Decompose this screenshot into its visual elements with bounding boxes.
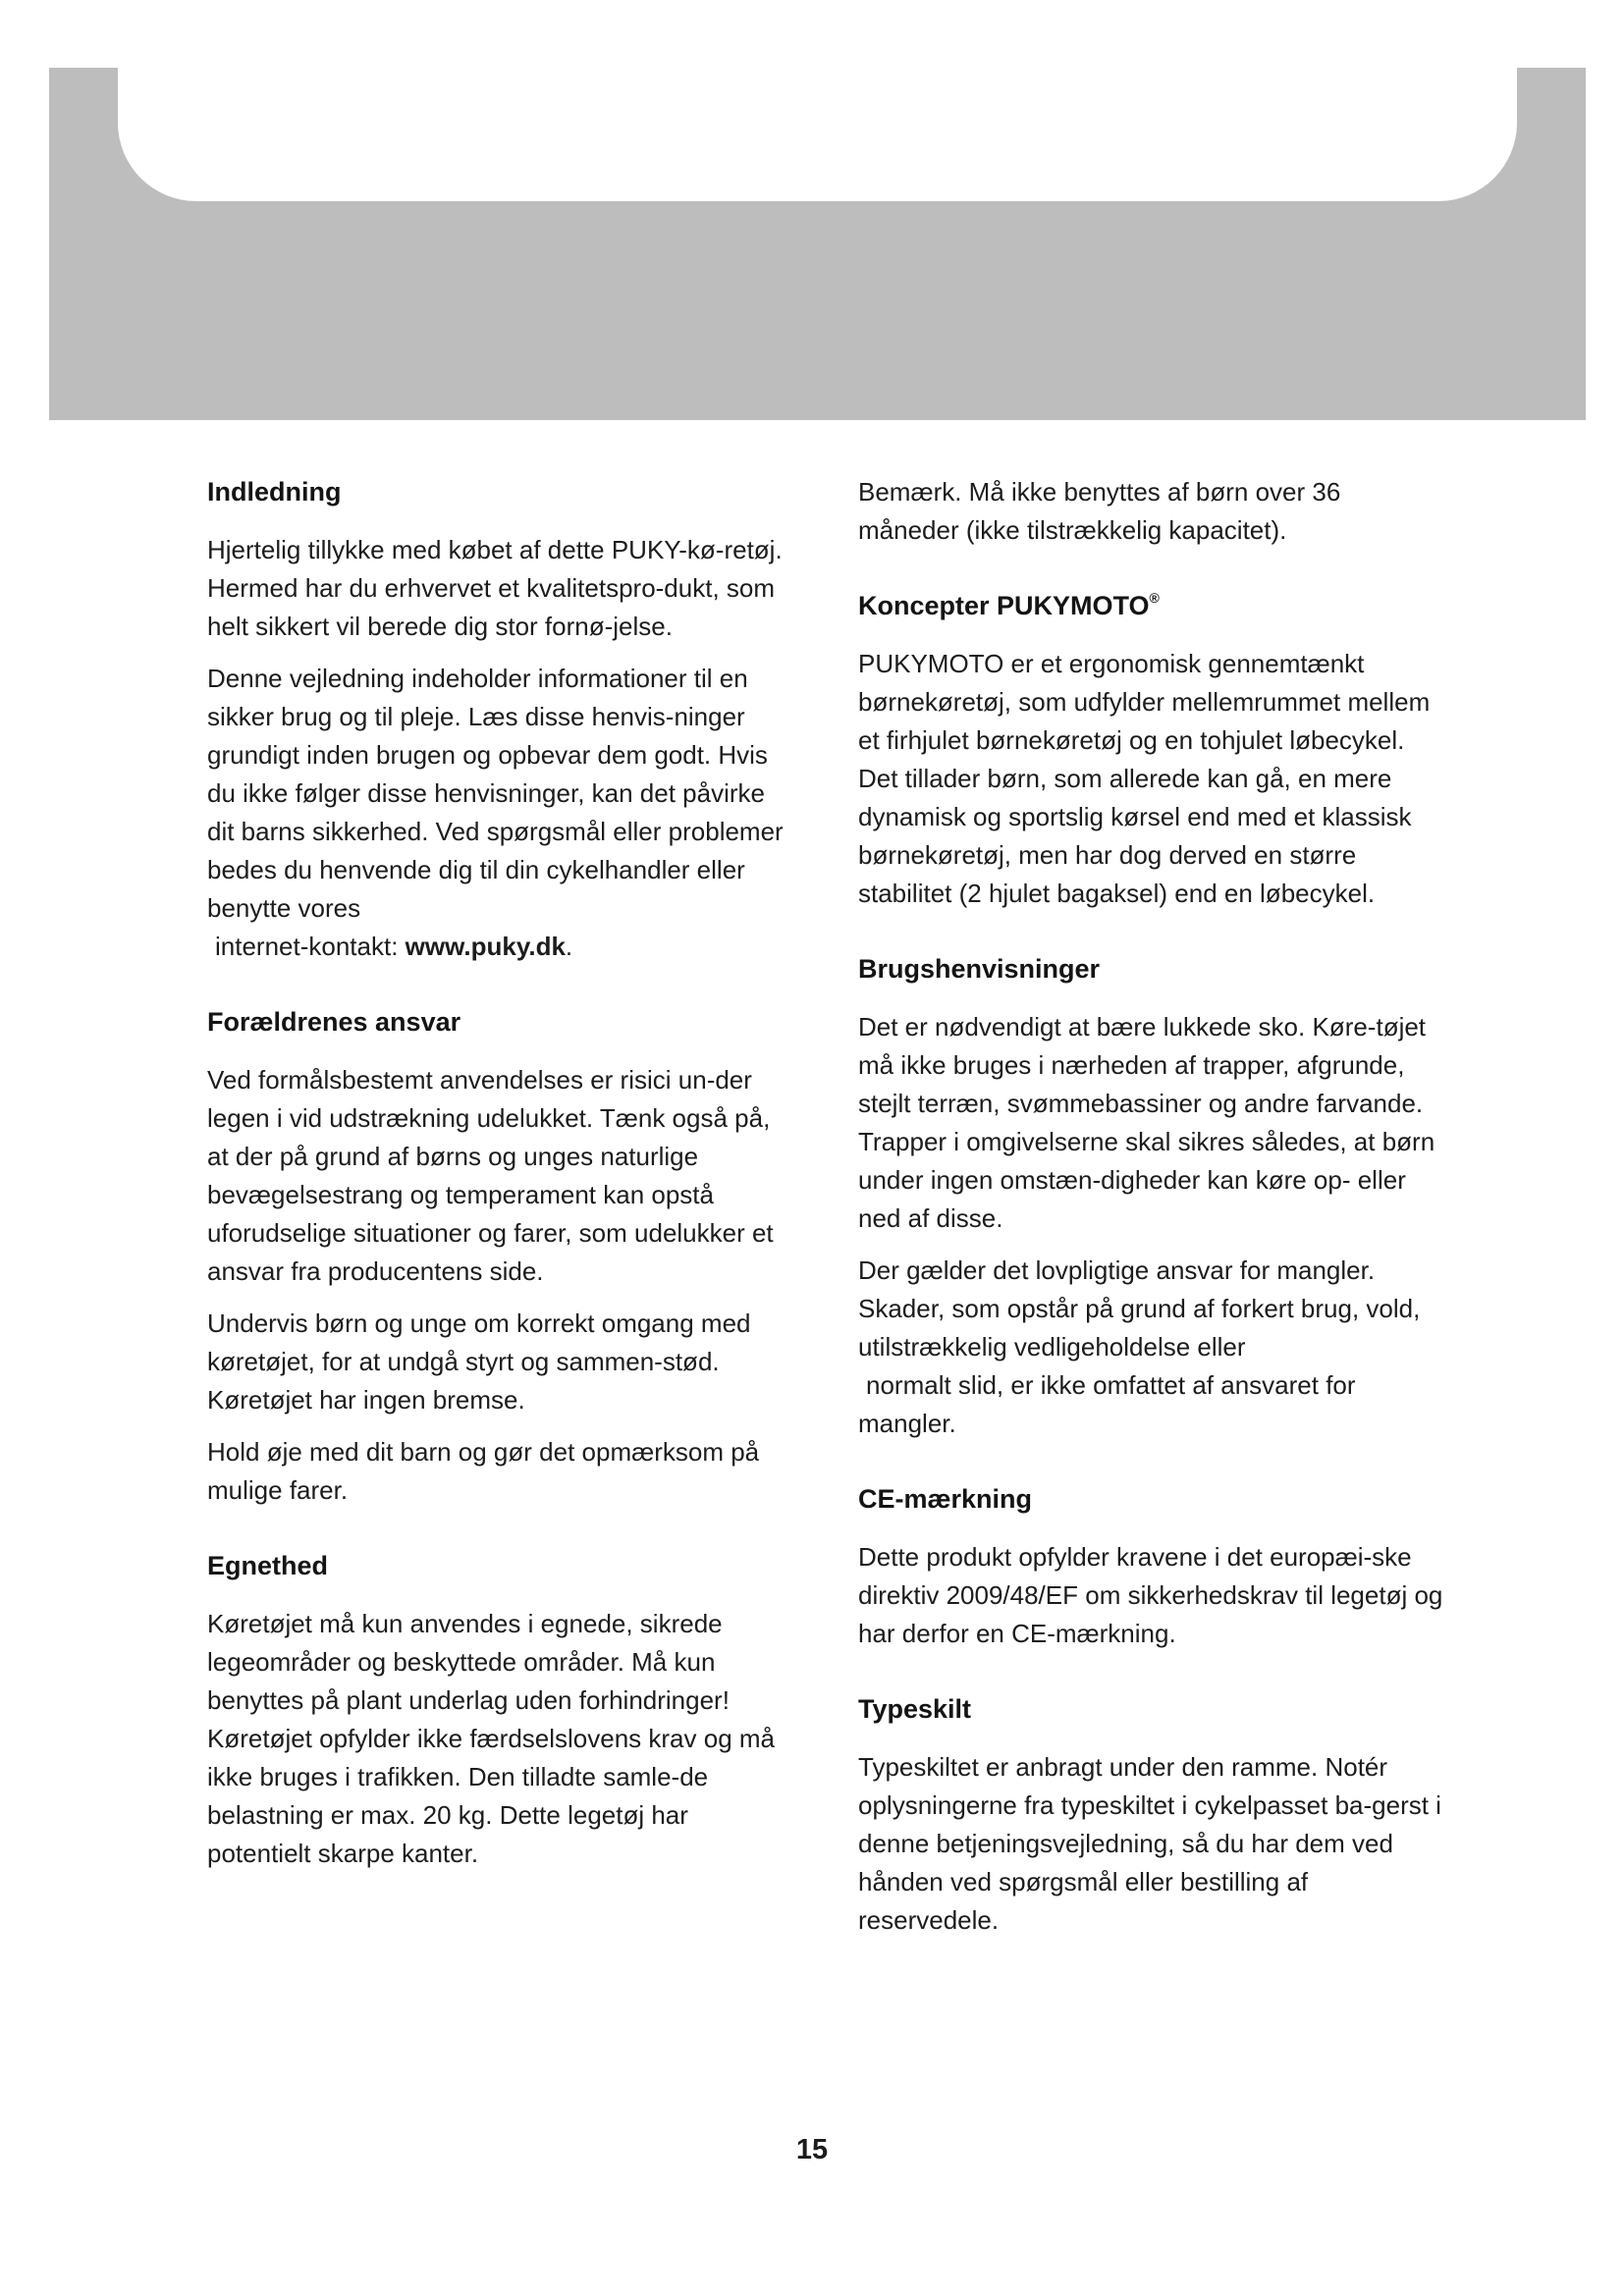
- section-concept: [858, 587, 1447, 913]
- header-banner: [49, 68, 1586, 420]
- intro-paragraph-1: Hjertelig tillykke med købet af dette PUKY-kø-retøj. Hermed har du erhvervet et kvalitetspro-dukt, som helt sikkert vil berede dig stor fornø-jelse.: [207, 535, 783, 641]
- parents-paragraph-1: Ved formålsbestemt anvendelses er risici un-der legen i vid udstrækning udelukket. Tænk også på, at der på grund af børns og unges naturlige bevægelsestrang og temperament kan opstå uforudselige situationer og farer, som udelukker et ansvar fra producentens side.: [207, 1065, 774, 1286]
- registered-mark: ®: [1149, 590, 1160, 606]
- parents-paragraph-3: Hold øje med dit barn og gør det opmærksom på mulige farer.: [207, 1437, 760, 1505]
- contact-prefix: internet-kontakt:: [215, 932, 399, 961]
- typeplate-paragraph-1: Typeskiltet er anbragt under den ramme. Notér oplysningerne fra typeskiltet i cykelpasset ba-gerst i denne betjeningsvejledning, så du har dem ved hånden ved spørgsmål eller bestilling af reservedele.: [858, 1752, 1441, 1935]
- heading-suitability: Egnethed: [207, 1551, 329, 1580]
- intro-paragraph-2-text: Denne vejledning indeholder informationer til en sikker brug og til pleje. Læs disse henvis-ninger grundigt inden brugen og opbevar dem godt. Hvis du ikke følger disse henvisninger, kan det påvirke dit barns sikkerhed. Ved spørgsmål eller problemer bedes du henvende dig til din cykelhandler eller benytte vores: [207, 664, 784, 923]
- section-intro: [207, 473, 786, 966]
- heading-ce: CE-mærkning: [858, 1484, 1033, 1514]
- usage-paragraph-2: [858, 1252, 1447, 1443]
- usage-paragraph-1: Det er nødvendigt at bære lukkede sko. Køre-tøjet må ikke bruges i nærheden af trapper, afgrunde, stejlt terræn, svømmebassiner og andre farvande. Trapper i omgivelserne skal sikres således, at børn under ingen omstæn-digheder kan køre op- eller ned af disse.: [858, 1012, 1435, 1233]
- heading-concept-text: Koncepter PUKYMOTO: [858, 591, 1150, 620]
- section-parents: [207, 1003, 786, 1510]
- heading-typeplate: Typeskilt: [858, 1694, 972, 1724]
- usage-paragraph-2-text: Der gælder det lovpligtige ansvar for mangler. Skader, som opstår på grund af forkert brug, vold, utilstrækkelig vedligeholdelse eller: [858, 1255, 1421, 1362]
- intro-paragraph-2: [207, 660, 786, 966]
- heading-intro: Indledning: [207, 477, 342, 507]
- contact-period: .: [565, 932, 573, 961]
- section-ce: [858, 1480, 1447, 1653]
- heading-parents: Forældrenes ansvar: [207, 1007, 461, 1037]
- page-number: 15: [795, 2134, 829, 2165]
- age-note: Bemærk. Må ikke benyttes af børn over 36 måneder (ikke tilstrækkelig kapacitet).: [858, 477, 1341, 545]
- section-usage: [858, 950, 1447, 1443]
- section-note: [858, 473, 1447, 550]
- website-link[interactable]: www.puky.dk: [405, 932, 566, 961]
- parents-paragraph-2: Undervis børn og unge om korrekt omgang med køretøjet, for at undgå styrt og sammen-stød. Køretøjet har ingen bremse.: [207, 1308, 751, 1415]
- section-suitability: [207, 1547, 786, 1873]
- concept-paragraph-1: PUKYMOTO er et ergonomisk gennemtænkt børnekøretøj, som udfylder mellemrummet mellem et firhjulet børnekøretøj og en tohjulet løbecykel. Det tillader børn, som allerede kan gå, en mere dynamisk og sportslig kørsel end med et klassisk børnekøretøj, men har dog derved en større stabilitet (2 hjulet bagaksel) end en løbecykel.: [858, 649, 1431, 908]
- usage-paragraph-2-tail: normalt slid, er ikke omfattet af ansvaret for mangler.: [858, 1370, 1356, 1438]
- ce-paragraph-1: Dette produkt opfylder kravene i det europæi-ske direktiv 2009/48/EF om sikkerhedskrav til legetøj og har derfor en CE-mærkning.: [858, 1542, 1443, 1648]
- heading-usage: Brugshenvisninger: [858, 954, 1101, 984]
- suitability-paragraph-1: Køretøjet må kun anvendes i egnede, sikrede legeområder og beskyttede områder. Må kun benyttes på plant underlag uden forhindringer! Køretøjet opfylder ikke færdselslovens krav og må ikke bruges i trafikken. Den tilladte samle-de belastning er max. 20 kg. Dette legetøj har potentielt skarpe kanter.: [207, 1609, 775, 1868]
- left-column: [207, 473, 786, 1887]
- section-typeplate: [858, 1690, 1447, 1940]
- heading-concept: [858, 587, 1447, 625]
- header-banner-cutout: [118, 68, 1517, 201]
- right-column: [858, 473, 1447, 1953]
